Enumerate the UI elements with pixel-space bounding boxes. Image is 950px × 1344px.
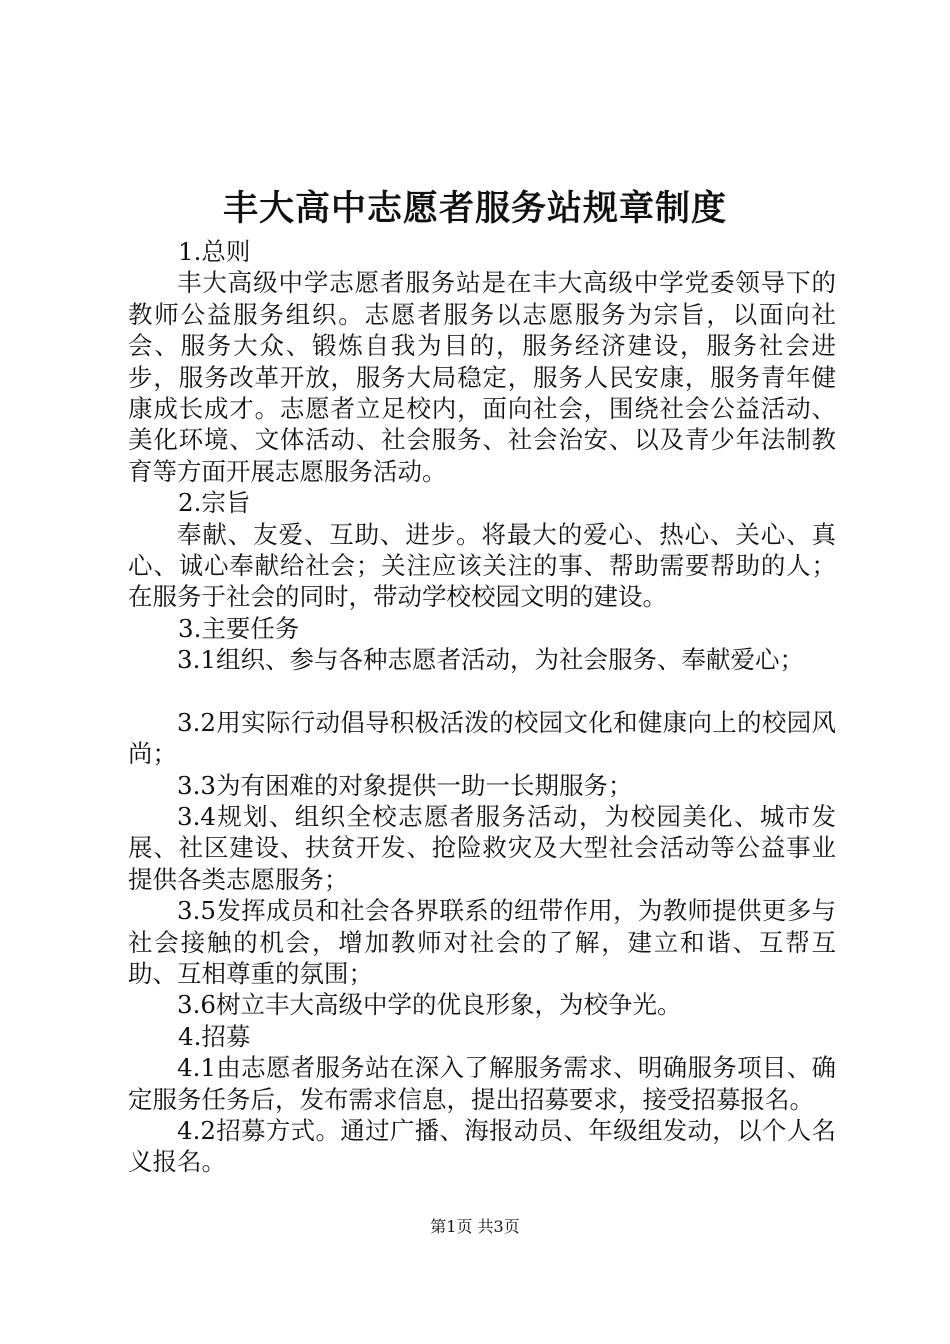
paragraph-general: 丰大高级中学志愿者服务站是在丰大高级中学党委领导下的教师公益服务组织。志愿者服务以志愿服务为宗旨，以面向社会、服务大众、锻炼自我为目的，服务经济建设，服务社会进步，服务改革开放，服务大局稳定，服务人民安康，服务青年健康成长成才。志愿者立足校内，面向社会，围绕社会公益活动、美化环境、文体活动、社会服务、社会治安、以及青少年法制教育等方面开展志愿服务活动。	[128, 268, 836, 486]
paragraph-task-3-4: 3.4规划、组织全校志愿者服务活动，为校园美化、城市发展、社区建设、扶贫开发、抢险救灾及大型社会活动等公益事业提供各类志愿服务；	[128, 801, 836, 894]
section-heading-purpose: 2.宗旨	[178, 488, 251, 518]
paragraph-task-3-2: 3.2用实际行动倡导积极活泼的校园文化和健康向上的校园风尚；	[128, 707, 836, 769]
page-footer: 第1页 共3页	[430, 1217, 520, 1236]
paragraph-task-3-3: 3.3为有困难的对象提供一助一长期服务；	[177, 770, 633, 800]
paragraph-task-3-5: 3.5发挥成员和社会各界联系的纽带作用，为教师提供更多与社会接触的机会，增加教师对社会的了解，建立和谐、互帮互助、互相尊重的氛围；	[128, 896, 836, 988]
section-heading-tasks: 3.主要任务	[178, 613, 300, 643]
paragraph-task-3-1: 3.1组织、参与各种志愿者活动，为社会服务、奉献爱心；	[177, 645, 804, 675]
paragraph-task-3-6: 3.6树立丰大高级中学的优良形象，为校争光。	[177, 990, 682, 1020]
paragraph-recruitment-4-1: 4.1由志愿者服务站在深入了解服务需求、明确服务项目、确定服务任务后，发布需求信息，提出招募要求，接受招募报名。	[128, 1053, 836, 1114]
page-title: 丰大高中志愿者服务站规章制度	[222, 188, 727, 229]
paragraph-purpose: 奉献、友爱、互助、进步。将最大的爱心、热心、关心、真心、诚心奉献给社会；关注应该关注的事、帮助需要帮助的人；在服务于社会的同时，带动学校校园文明的建设。	[128, 519, 836, 612]
document-body	[128, 236, 836, 1178]
paragraph-recruitment-4-2: 4.2招募方式。通过广播、海报动员、年级组发动，以个人名义报名。	[128, 1115, 836, 1177]
section-heading-general: 1.总则	[178, 237, 251, 266]
section-heading-recruitment: 4.招募	[178, 1021, 251, 1051]
